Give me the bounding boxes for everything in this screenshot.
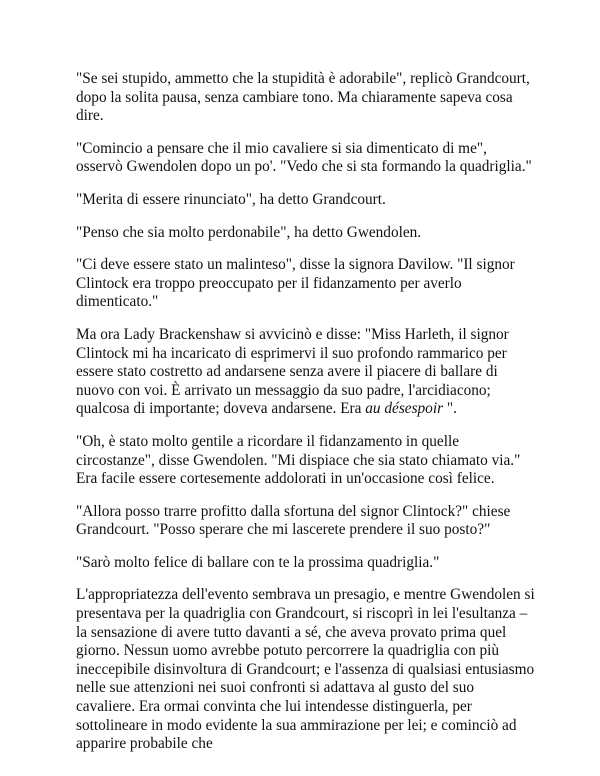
paragraph-2: "Comincio a pensare che il mio cavaliere si sia dimenticato di me", osservò Gwendolen dopo un po'. "Vedo che si sta formando la quadriglia.": [76, 139, 532, 176]
paragraph-6-text-before: Ma ora Lady Brackenshaw si avvicinò e disse: "Miss Harleth, il signor Clintock mi ha incaricato di esprimervi il suo profondo rammarico per essere stato costretto ad andarsene senza avere il piacere di ballare di nuovo con voi. È arrivato un messaggio da suo padre, l'arcidiacono; qualcosa di importante; doveva andarsene. Era: [76, 325, 509, 418]
paragraph-1: "Se sei stupido, ammetto che la stupidità è adorabile", replicò Grandcourt, dopo la solita pausa, senza cambiare tono. Ma chiaramente sapeva cosa dire.: [76, 70, 530, 125]
paragraph-9: "Sarò molto felice di ballare con te la prossima quadriglia.": [76, 553, 440, 571]
paragraph-3: "Merita di essere rinunciato", ha detto Grandcourt.: [76, 190, 386, 208]
paragraph-10: L'appropriatezza dell'evento sembrava un presagio, e mentre Gwendolen si presentava per la quadriglia con Grandcourt, si riscoprì in lei l'esultanza – la sensazione di avere tutto davanti a sé, che aveva provato prima quel giorno. Nessun uomo avrebbe potuto percorrere la quadriglia con più ineccepibile disinvoltura di Grandcourt; e l'assenza di qualsiasi entusiasmo nelle sue attenzioni nei suoi confronti si adattava al gusto del suo cavaliere. Era ormai convinta che lui intendesse distinguerla, per sottolineare in modo evidente la sua ammirazione per lei; e cominciò ad apparire probabile che: [76, 586, 535, 753]
paragraph-6: [76, 326, 536, 419]
paragraph-6-text-after: ".: [443, 400, 457, 418]
body-text: [76, 70, 536, 768]
paragraph-5: "Ci deve essere stato un malinteso", disse la signora Davilow. "Il signor Clintock era troppo preoccupato per il fidanzamento per averlo dimenticato.": [76, 256, 515, 311]
paragraph-4: "Penso che sia molto perdonabile", ha detto Gwendolen.: [76, 223, 422, 241]
paragraph-8: "Allora posso trarre profitto dalla sfortuna del signor Clintock?" chiese Grandcourt. "Posso sperare che mi lascerete prendere il suo posto?": [76, 502, 511, 539]
paragraph-7: "Oh, è stato molto gentile a ricordare il fidanzamento in quelle circostanze", disse Gwendolen. "Mi dispiace che sia stato chiamato via." Era facile essere cortesemente addolorati in un'occasione così felice.: [76, 432, 521, 488]
italic-phrase: au désespoir: [365, 400, 444, 418]
